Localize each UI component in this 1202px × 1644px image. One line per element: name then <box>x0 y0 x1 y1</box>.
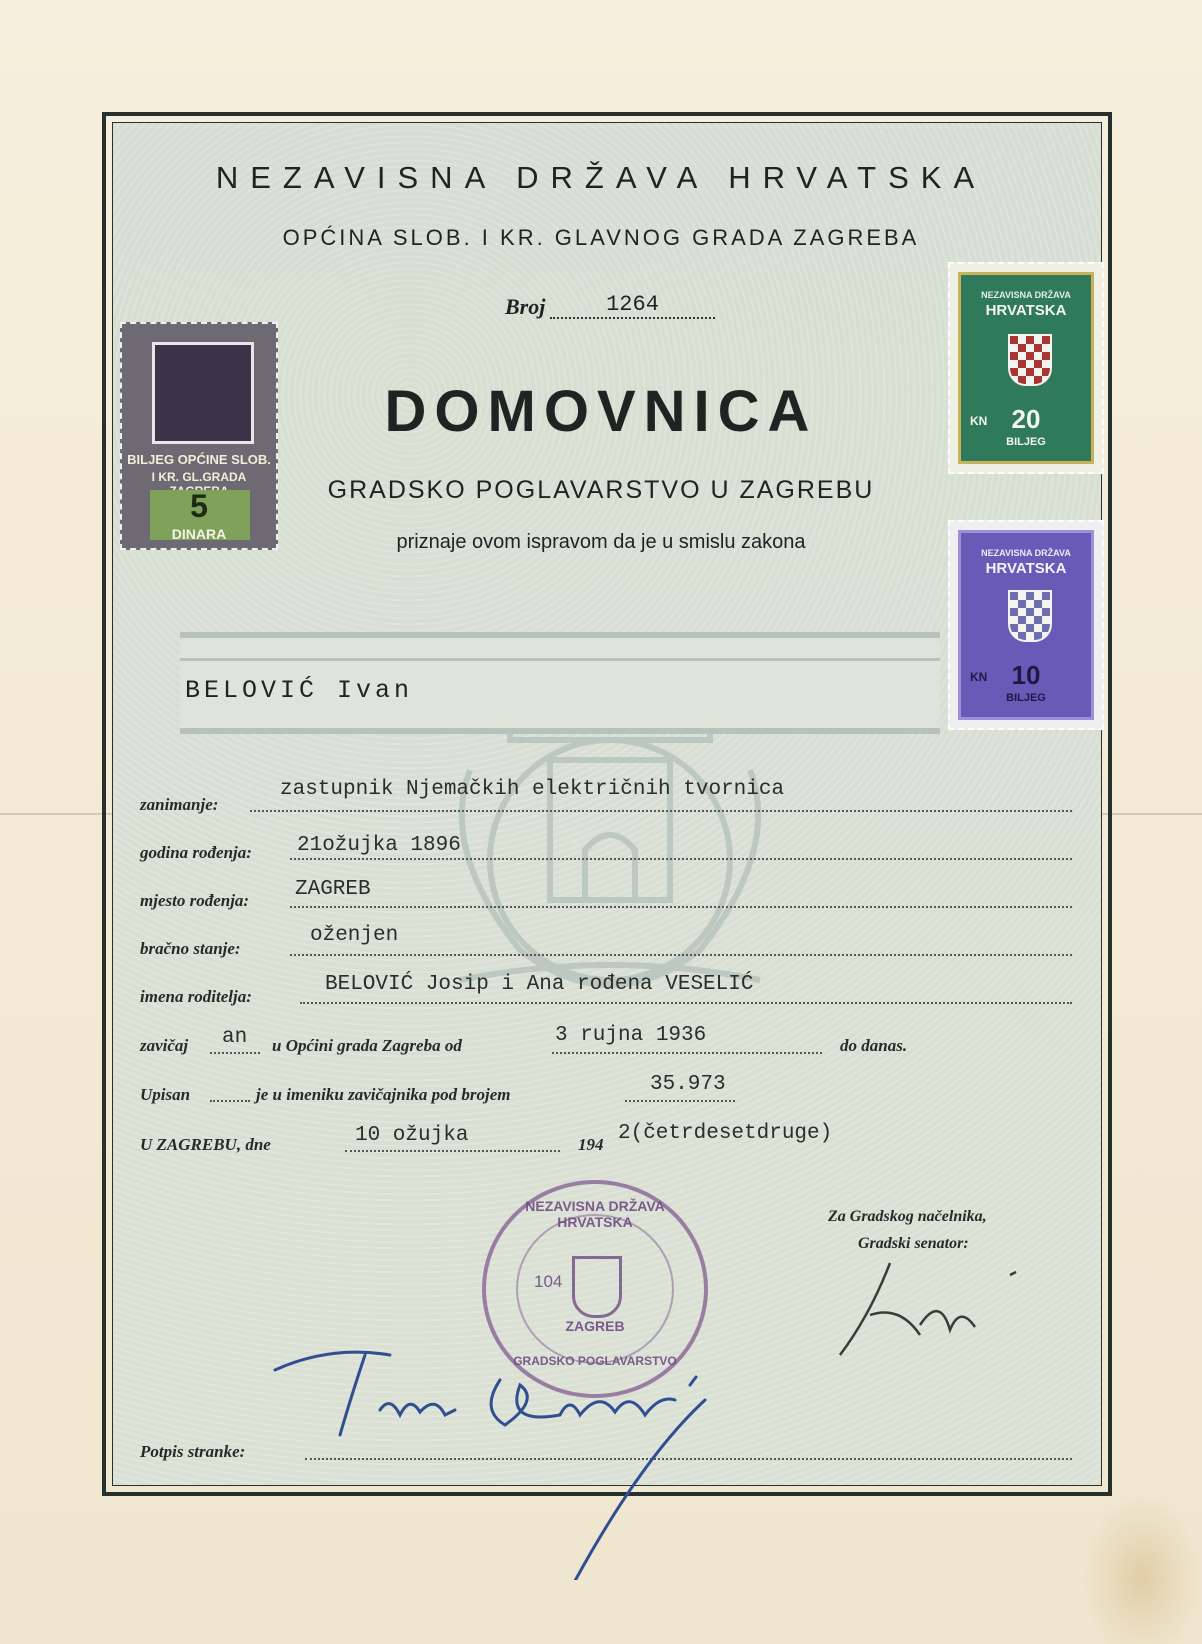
seal-shield-icon <box>572 1256 622 1318</box>
occupation-line <box>250 810 1072 812</box>
stamp-20-header: NEZAVISNA DRŽAVA <box>981 290 1071 300</box>
year-prefix: 194 <box>578 1135 604 1154</box>
state-title: NEZAVISNA DRŽAVA HRVATSKA <box>215 160 987 195</box>
checkerboard-shield-icon <box>1008 590 1052 642</box>
seal-city: ZAGREB <box>565 1318 625 1334</box>
party-signature <box>270 1340 750 1580</box>
stamp-20-label: BILJEG <box>1006 436 1046 448</box>
registered-text: je u imeniku zavičajnika pod brojem <box>256 1085 511 1104</box>
authority-line: GRADSKO POGLAVARSTVO U ZAGREBU <box>327 476 875 504</box>
registered-number: 35.973 <box>650 1073 726 1096</box>
domicile-label: zavičaj <box>140 1036 189 1055</box>
domicile-since-line <box>552 1052 822 1054</box>
official-line1: Za Gradskog načelnika, <box>828 1208 987 1225</box>
occupation-label: zanimanje: <box>140 795 219 814</box>
date-value: 10 ožujka <box>355 1124 469 1147</box>
parents-value: BELOVIĆ Josip i Ana rođena VESELIĆ <box>325 973 754 996</box>
stamp-10-country: HRVATSKA <box>985 560 1067 577</box>
birthplace-value: ZAGREB <box>295 878 371 901</box>
official-line2: Gradski senator: <box>858 1235 969 1252</box>
seal-bottom-text: GRADSKO POGLAVARSTVO <box>513 1354 677 1368</box>
stamp-10-value: 10 <box>1011 660 1041 690</box>
domicile-end: do danas. <box>840 1036 908 1055</box>
city-stamp-text2: I KR. GL.GRADA <box>151 470 247 484</box>
number-label: Broj <box>505 294 546 319</box>
place-date-label: U ZAGREBU, dne <box>140 1135 271 1154</box>
seal-outer-text: NEZAVISNA DRŽAVA HRVATSKA <box>525 1198 665 1230</box>
official-signature <box>830 1255 1030 1365</box>
city-stamp-text1: BILJEG OPĆINE SLOB. <box>127 452 271 467</box>
occupation-value: zastupnik Njemačkih električnih tvornica <box>280 778 785 801</box>
domicile-suffix-line <box>210 1052 260 1054</box>
marital-label: bračno stanje: <box>140 939 241 958</box>
document-title: DOMOVNICA <box>384 379 818 444</box>
birthplace-label: mjesto rođenja: <box>140 891 250 910</box>
recognition-line: priznaje ovom ispravom da je u smislu zakona <box>396 531 806 553</box>
revenue-stamp-10kn <box>948 520 1104 730</box>
stamp-10-label: BILJEG <box>1006 692 1046 704</box>
city-revenue-stamp <box>120 322 278 550</box>
marital-line <box>290 954 1072 956</box>
birth-year-value: 21ožujka 1896 <box>297 834 461 857</box>
marital-value: oženjen <box>310 924 399 947</box>
parents-label: imena roditelja: <box>140 987 252 1006</box>
registered-label-line <box>210 1100 250 1102</box>
seal-number: 104 <box>534 1272 563 1291</box>
domicile-suffix: an <box>222 1026 248 1049</box>
registered-label: Upisan <box>140 1085 191 1104</box>
holder-name: BELOVIĆ Ivan <box>185 676 414 705</box>
city-stamp-arms <box>152 342 254 444</box>
domicile-text: u Općini grada Zagreba od <box>272 1036 462 1055</box>
number-value: 1264 <box>550 292 715 319</box>
stamp-20-country: HRVATSKA <box>985 302 1067 319</box>
party-signature-label: Potpis stranke: <box>140 1442 246 1461</box>
city-stamp-value: 5 <box>190 488 208 524</box>
birth-year-line <box>290 858 1072 860</box>
domicile-since-value: 3 rujna 1936 <box>555 1024 707 1047</box>
year-rest: 2(četrdesetdruge) <box>618 1122 833 1145</box>
registered-number-line <box>625 1100 735 1102</box>
stamp-20-currency: KN <box>970 414 988 428</box>
city-stamp-unit: DINARA <box>171 526 227 542</box>
revenue-stamp-20kn <box>948 262 1104 474</box>
stamp-10-currency: KN <box>970 670 988 684</box>
parents-line <box>300 1002 1072 1004</box>
municipality-title: OPĆINA SLOB. I KR. GLAVNOG GRADA ZAGREBA <box>282 225 920 250</box>
date-line <box>345 1150 560 1152</box>
stamp-10-header: NEZAVISNA DRŽAVA <box>981 548 1071 558</box>
stamp-20-value: 20 <box>1011 404 1041 434</box>
checkerboard-shield-icon <box>1008 334 1052 386</box>
birth-year-label: godina rođenja: <box>140 843 252 862</box>
birthplace-line <box>290 906 1072 908</box>
